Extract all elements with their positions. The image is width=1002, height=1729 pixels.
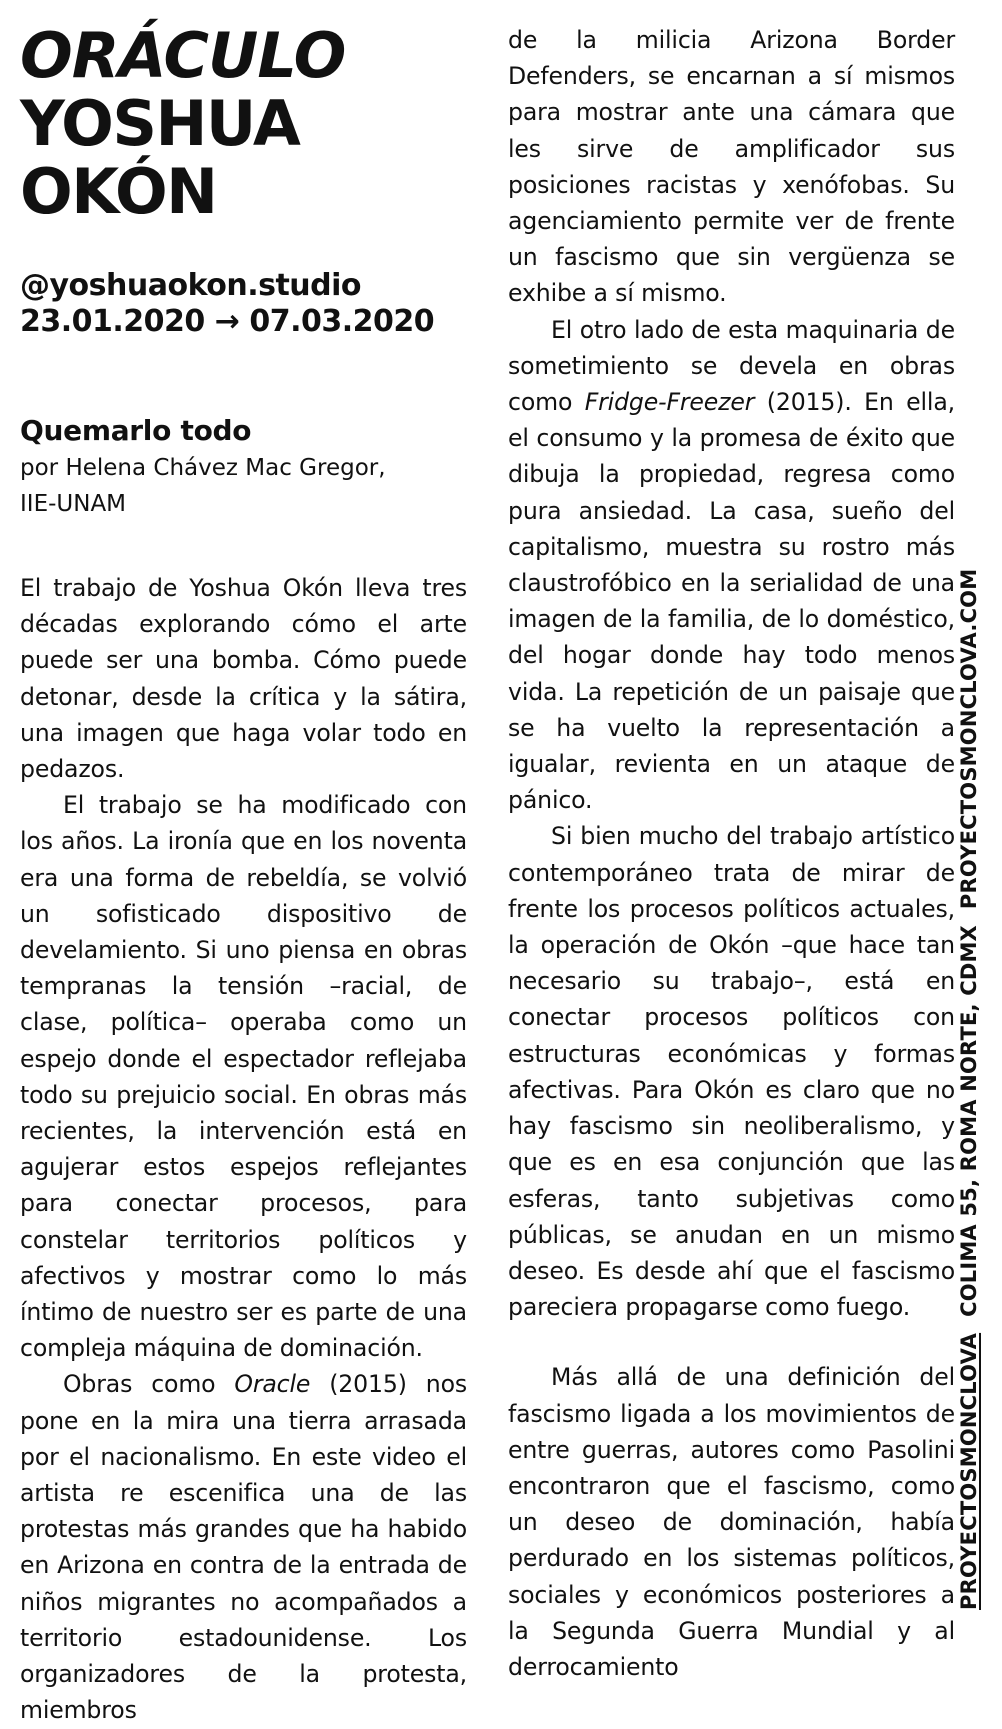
artwork-title-fridge-freezer: Fridge-Freezer [584,388,755,417]
article-body-right [508,22,955,1685]
paragraph: El otro lado de esta maquinaria de sometimiento se devela en obras como Fridge-Freezer (2015). En ella, el consumo y la promesa de éxito que dibuja la propiedad, regresa como pura ansiedad. La casa, sueño del capitalismo, muestra su rostro más claustrofóbico en la serialidad de una imagen de la familia, de lo doméstico, del hogar donde hay todo menos vida. La repetición de un paisaje que se ha vuelto la representación a igualar, revienta en un ataque de pánico. [508,315,955,815]
gallery-brand-link[interactable]: PROYECTOSMONCLOVA [957,1332,981,1610]
date-start: 23.01.2020 [20,304,205,339]
paragraph: de la milicia Arizona Border Defenders, se encarnan a sí mismos para mostrar ante una cámara que les sirve de amplificador sus posiciones racistas y xenófobas. Su agenciamiento permite ver de frente un fascismo que sin vergüenza se exhibe a sí mismo. [508,26,955,308]
byline-author: por Helena Chávez Mac Gregor, [20,455,386,481]
article-title: Quemarlo todo [20,414,252,447]
paragraph: Más allá de una definición del fascismo ligada a los movimientos de entre guerras, autores como Pasolini encontraron que el fascismo, como un deseo de dominación, había perdurado en los sistemas políticos, sociales y económicos posteriores a la Segunda Guerra Mundial y al derrocamiento [508,1363,955,1681]
right-column [508,22,955,1685]
exhibition-dates [20,304,467,340]
article-byline [20,450,467,522]
byline-affiliation: IIE-UNAM [20,491,127,517]
paragraph: El trabajo se ha modificado con los años. La ironía que en los noventa era una forma de rebeldía, se volvió un sofisticado dispositivo de develamiento. Si uno piensa en obras tempranas la tensión –racial, de clase, política– operaba como un espejo donde el espectador reflejaba todo su prejuicio social. En obras más recientes, la intervención está en agujerar estos espejos reflejantes para conectar procesos, para constelar territorios políticos y afectivos y mostrar como lo más íntimo de nuestro ser es parte de una compleja máquina de dominación. [20,791,467,1363]
exhibition-title: ORÁCULO [20,19,346,92]
date-end: 07.03.2020 [249,304,435,339]
gallery-website[interactable]: PROYECTOSMONCLOVA.COM [957,568,981,910]
gallery-address: COLIMA 55, ROMA NORTE, CDMX [957,925,981,1317]
paragraph: Obras como Oracle (2015) nos pone en la mira una tierra arrasada por el nacionalismo. En este video el artista re escenifica una de las protestas más grandes que ha habido en Arizona en contra de la entrada de niños migrantes no acompañados a territorio estadounidense. Los organizadores de la protesta, miembros [20,1370,467,1725]
arrow-right-icon: → [214,304,240,339]
paragraph: El trabajo de Yoshua Okón lleva tres décadas explorando cómo el arte puede ser una bomba. Cómo puede detonar, desde la crítica y la sátira, una imagen que haga volar todo en pedazos. [20,574,467,784]
instagram-handle[interactable]: @yoshuaokon.studio [20,268,362,303]
gallery-sidebar [957,569,981,1610]
artist-name: YOSHUA OKÓN [20,87,300,228]
paragraph: Si bien mucho del trabajo artístico contemporáneo trata de mirar de frente los procesos políticos actuales, la operación de Okón –que hace tan necesario su trabajo–, está en conectar procesos políticos con estructuras económicas y formas afectivas. Para Okón es claro que no hay fascismo sin neoliberalismo, y que es en esa conjunción que las esferas, tanto subjetivas como públicas, se anudan en un mismo deseo. Es desde ahí que el fascismo pareciera propagarse como fuego. [508,822,955,1322]
article-body-left [20,570,467,1729]
left-column [20,19,467,1729]
exhibition-meta [20,268,467,340]
artwork-title-oracle: Oracle [234,1370,311,1399]
